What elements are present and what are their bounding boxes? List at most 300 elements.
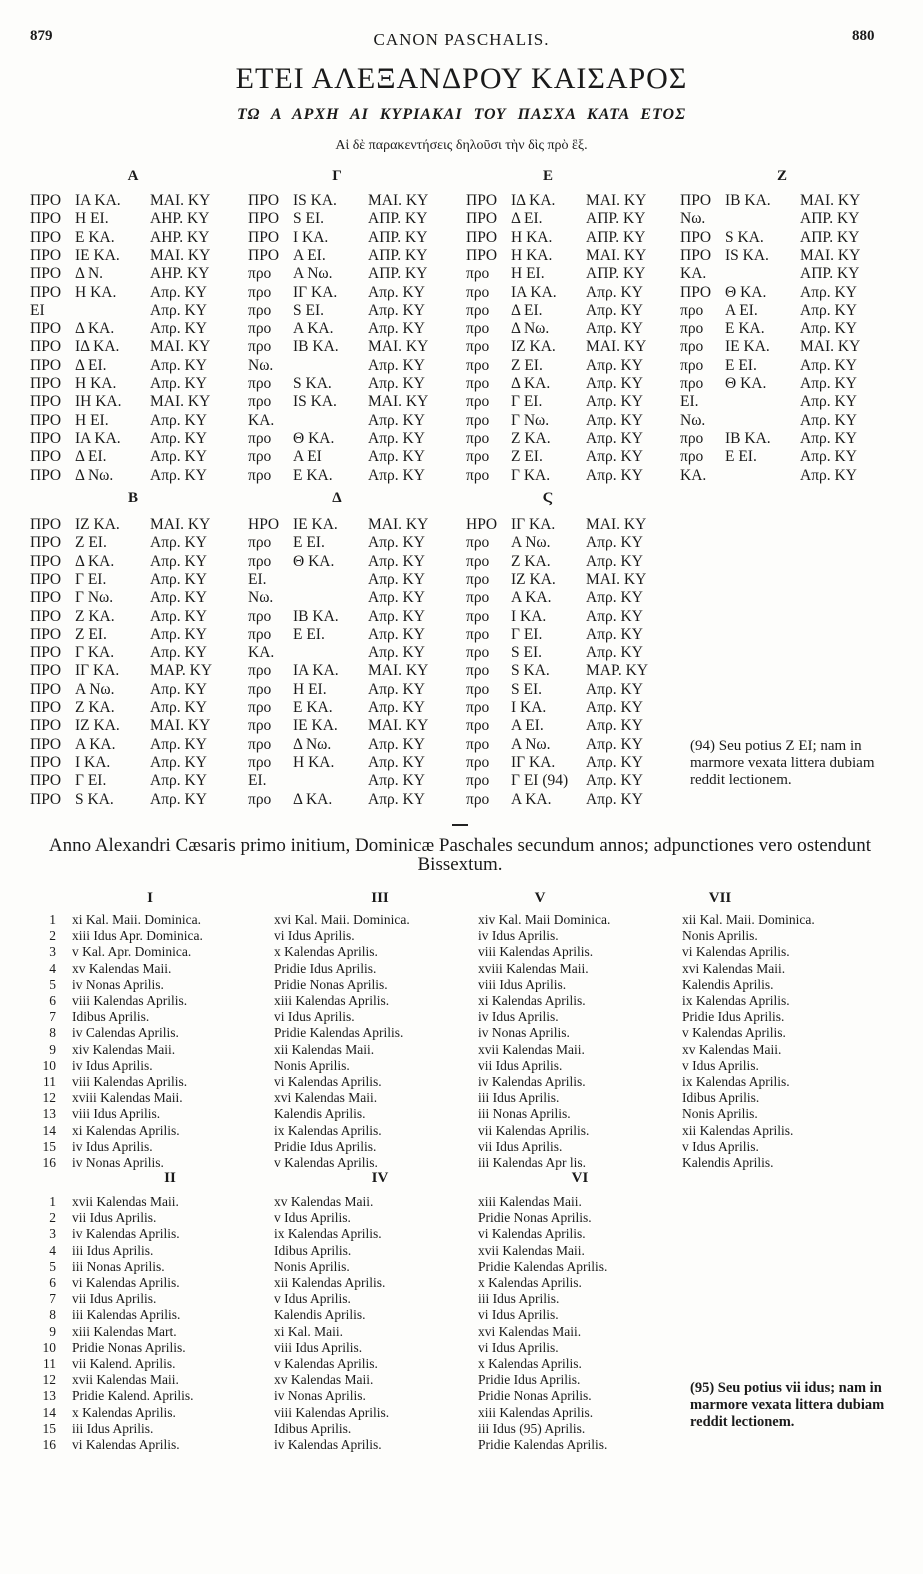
- greek-date: S ΚΑ.: [725, 228, 764, 246]
- greek-prefix: ΠΡΟ: [466, 246, 498, 264]
- greek-date: Ζ ΕΙ.: [511, 448, 543, 466]
- greek-prefix: προ: [248, 429, 272, 447]
- latin-entry: xi Kalendas Aprilis.: [72, 1122, 180, 1138]
- greek-month: Απρ. ΚΥ: [586, 320, 643, 338]
- greek-month: Απρ. ΚΥ: [586, 607, 643, 625]
- greek-prefix: προ: [466, 589, 490, 607]
- latin-row-number: 4: [49, 960, 56, 976]
- greek-column-header: Α: [127, 168, 139, 184]
- greek-date: Ι ΚΑ.: [511, 607, 547, 625]
- latin-entry: Pridie Idus Aprilis.: [274, 960, 377, 976]
- latin-row-number: 5: [49, 1258, 56, 1274]
- greek-month: Απρ. ΚΥ: [150, 753, 207, 771]
- greek-prefix: ΠΡΟ: [30, 717, 62, 735]
- greek-prefix: προ: [680, 375, 704, 392]
- latin-row-number: 7: [49, 1009, 56, 1025]
- greek-prefix: ΕΙ: [30, 301, 45, 319]
- latin-entry: xv Kalendas Maii.: [274, 1194, 374, 1209]
- latin-entry: Pridie Nonas Aprilis.: [478, 1210, 592, 1226]
- greek-title: ΕΤΕΙ ΑΛΕΞΑΝΔΡΟΥ ΚΑΙΣΑΡΟΣ: [235, 62, 688, 95]
- greek-date: Η ΚΑ.: [75, 375, 117, 392]
- latin-entry: Nonis Aprilis.: [682, 928, 758, 944]
- greek-date: ΙΒ ΚΑ.: [725, 192, 771, 209]
- greek-date: ΙΔ ΚΑ.: [75, 338, 120, 356]
- latin-entry: Pridie Idus Aprilis.: [478, 1372, 581, 1388]
- greek-month: Απρ. ΚΥ: [586, 790, 643, 808]
- greek-prefix: ΠΡΟ: [30, 607, 62, 625]
- greek-prefix: ΠΡΟ: [30, 192, 62, 209]
- greek-month: Απρ. ΚΥ: [150, 375, 207, 392]
- greek-date: ΙΗ ΚΑ.: [75, 393, 122, 411]
- greek-date: Ζ ΕΙ.: [75, 534, 107, 552]
- latin-entry: vii Kalend. Aprilis.: [72, 1356, 176, 1371]
- latin-entry: Pridie Kalendas Aprilis.: [478, 1437, 608, 1452]
- greek-month: ΑΗΡ. ΚΥ: [150, 228, 210, 246]
- greek-date: S ΕΙ.: [511, 644, 542, 662]
- greek-prefix: προ: [466, 607, 490, 625]
- greek-date: Δ ΕΙ.: [511, 301, 543, 319]
- greek-prefix: προ: [248, 301, 272, 319]
- latin-entry: xiii Idus Apr. Dominica.: [72, 928, 203, 944]
- greek-date: Θ ΚΑ.: [725, 283, 767, 301]
- greek-prefix: προ: [248, 625, 272, 643]
- latin-entry: iii Idus (95) Aprilis.: [478, 1420, 586, 1436]
- greek-prefix: προ: [466, 680, 490, 698]
- latin-entry: xvi Kalendas Maii.: [682, 960, 786, 976]
- greek-prefix: ΠΡΟ: [30, 429, 62, 447]
- greek-prefix: προ: [248, 680, 272, 698]
- greek-prefix: προ: [466, 735, 490, 753]
- greek-month: Απρ. ΚΥ: [150, 320, 207, 338]
- greek-prefix: προ: [466, 283, 490, 301]
- latin-row-number: 3: [49, 1226, 56, 1242]
- greek-month: Απρ. ΚΥ: [586, 699, 643, 716]
- greek-month: Απρ. ΚΥ: [368, 570, 425, 588]
- latin-entry: vi Kalendas Aprilis.: [72, 1275, 180, 1290]
- latin-entry: vi Idus Aprilis.: [274, 928, 355, 944]
- greek-month: Απρ. ΚΥ: [150, 570, 207, 588]
- greek-month: Απρ. ΚΥ: [368, 466, 425, 484]
- greek-prefix: ΠΡΟ: [30, 753, 62, 771]
- greek-date: Γ ΕΙ (94): [511, 772, 569, 790]
- latin-entry: ix Kalendas Aprilis.: [682, 1074, 790, 1089]
- latin-entry: iii Nonas Aprilis.: [478, 1106, 571, 1122]
- greek-month: ΑΠΡ. ΚΥ: [586, 265, 646, 283]
- latin-entry: vii Idus Aprilis.: [72, 1291, 157, 1307]
- latin-entry: xi Kal. Maii.: [274, 1323, 343, 1339]
- greek-prefix: ΗΡΟ: [466, 516, 498, 533]
- greek-month: Απρ. ΚΥ: [368, 283, 425, 301]
- latin-entry: Nonis Aprilis.: [274, 1057, 350, 1073]
- latin-row-number: 13: [42, 1106, 56, 1122]
- latin-column-header: V: [534, 890, 546, 906]
- latin-entry: viii Idus Aprilis.: [274, 1339, 363, 1355]
- greek-date: Η ΕΙ.: [75, 210, 109, 228]
- greek-month: ΜΑΙ. ΚΥ: [586, 192, 647, 209]
- latin-entry: iv Idus Aprilis.: [72, 1057, 153, 1073]
- latin-entry: iv Idus Aprilis.: [72, 1138, 153, 1154]
- greek-prefix: προ: [248, 265, 272, 283]
- footnote-94: (94) Seu potius Ζ ΕΙ; nam in marmore vexata littera dubiam reddit lectionem.: [690, 738, 875, 788]
- latin-entry: xviii Kalendas Maii.: [478, 960, 589, 976]
- latin-row-number: 2: [49, 928, 56, 944]
- latin-entry: Pridie Kalendas Aprilis.: [478, 1258, 608, 1274]
- greek-prefix: ΠΡΟ: [248, 192, 280, 209]
- greek-date: Ι ΚΑ.: [75, 753, 111, 771]
- greek-date: ΙΑ ΚΑ.: [293, 662, 339, 680]
- latin-entry: xvii Kalendas Maii.: [72, 1372, 179, 1388]
- latin-entry: xii Kalendas Maii.: [274, 1041, 375, 1057]
- greek-date: S ΚΑ.: [511, 662, 550, 680]
- greek-date: Η ΕΙ.: [293, 680, 327, 698]
- latin-row-number: 15: [42, 1420, 56, 1436]
- greek-prefix: προ: [248, 375, 272, 392]
- greek-column-header: Δ: [332, 490, 342, 506]
- greek-prefix: ΠΡΟ: [30, 411, 62, 429]
- greek-prefix: προ: [248, 534, 272, 552]
- greek-prefix: προ: [248, 717, 272, 735]
- greek-month: Απρ. ΚΥ: [150, 411, 207, 429]
- greek-month: Απρ. ΚΥ: [150, 552, 207, 570]
- greek-prefix: προ: [680, 429, 704, 447]
- greek-month: Απρ. ΚΥ: [150, 356, 207, 374]
- greek-date: ΙΑ ΚΑ.: [511, 283, 557, 301]
- greek-month: Απρ. ΚΥ: [586, 735, 643, 753]
- latin-entry: xv Kalendas Maii.: [274, 1372, 374, 1388]
- running-head: CANON PASCHALIS.: [373, 30, 550, 49]
- greek-date: Α Νω.: [293, 265, 333, 283]
- greek-prefix: ΠΡΟ: [30, 662, 62, 680]
- greek-prefix: ΠΡΟ: [30, 338, 62, 356]
- greek-date: S ΚΑ.: [75, 790, 114, 808]
- greek-month: Απρ. ΚΥ: [368, 356, 425, 374]
- greek-column-header: Β: [127, 490, 138, 506]
- greek-month: Απρ. ΚΥ: [586, 772, 643, 790]
- greek-date: ΙS ΚΑ.: [725, 246, 769, 264]
- greek-date: Η ΚΑ.: [293, 753, 335, 771]
- greek-date: ΙΑ ΚΑ.: [75, 429, 121, 447]
- greek-date: Δ Νω.: [511, 320, 550, 338]
- latin-row-number: 2: [49, 1210, 56, 1226]
- greek-prefix: ΠΡΟ: [248, 246, 280, 264]
- latin-row-number: 1: [49, 912, 56, 927]
- greek-prefix: ΚΑ.: [248, 644, 275, 662]
- greek-prefix: ΠΡΟ: [30, 552, 62, 570]
- latin-row-number: 14: [42, 1404, 56, 1420]
- greek-prefix: ΠΡΟ: [30, 393, 62, 411]
- latin-entry: vi Idus Aprilis.: [478, 1339, 559, 1355]
- greek-date: Ζ ΕΙ.: [511, 356, 543, 374]
- greek-date: Δ Ν.: [75, 265, 104, 283]
- latin-row-number: 1: [49, 1194, 56, 1209]
- latin-entry: iv Idus Aprilis.: [478, 928, 559, 944]
- greek-date: Γ Νω.: [511, 411, 550, 429]
- greek-date: Γ ΚΑ.: [511, 466, 551, 484]
- latin-entry: iii Kalendas Apr lis.: [478, 1155, 586, 1170]
- greek-date: ΙΖ ΚΑ.: [75, 717, 120, 735]
- greek-prefix: προ: [680, 320, 704, 338]
- greek-prefix: ΠΡΟ: [30, 283, 62, 301]
- greek-date: ΙΑ ΚΑ.: [75, 192, 121, 209]
- greek-date: ΙΒ ΚΑ.: [293, 607, 339, 625]
- latin-entry: Kalendis Aprilis.: [682, 976, 774, 992]
- greek-date: Α ΕΙ: [293, 448, 322, 466]
- greek-month: ΜΑΙ. ΚΥ: [586, 338, 647, 356]
- greek-date: Α Νω.: [511, 534, 551, 552]
- greek-date: Γ ΕΙ.: [511, 625, 543, 643]
- greek-month: ΑΠΡ. ΚΥ: [586, 210, 646, 228]
- latin-entry: iv Nonas Aprilis.: [72, 1155, 164, 1170]
- latin-entry: viii Idus Aprilis.: [478, 976, 567, 992]
- latin-entry: Idibus Aprilis.: [682, 1090, 760, 1106]
- greek-date: ΙS ΚΑ.: [293, 393, 337, 411]
- greek-prefix: ΕΙ.: [248, 772, 267, 790]
- greek-month: ΜΑΙ. ΚΥ: [586, 570, 647, 588]
- greek-prefix: ΚΑ.: [680, 466, 707, 484]
- greek-month: Απρ. ΚΥ: [800, 448, 857, 466]
- greek-prefix: ΠΡΟ: [30, 375, 62, 392]
- greek-month: Απρ. ΚΥ: [368, 607, 425, 625]
- latin-entry: v Idus Aprilis.: [274, 1210, 351, 1226]
- greek-date: Ι ΚΑ.: [511, 699, 547, 716]
- greek-date: Η ΕΙ.: [75, 411, 109, 429]
- latin-entry: Pridie Idus Aprilis.: [274, 1138, 377, 1154]
- greek-month: Απρ. ΚΥ: [368, 320, 425, 338]
- latin-row-number: 12: [42, 1372, 56, 1388]
- greek-date: Α ΕΙ.: [293, 246, 326, 264]
- latin-entry: Pridie Nonas Aprilis.: [478, 1388, 592, 1404]
- greek-month: Απρ. ΚΥ: [586, 589, 643, 607]
- greek-month: ΜΑΙ. ΚΥ: [368, 516, 429, 533]
- latin-entry: vi Kalendas Aprilis.: [72, 1437, 180, 1452]
- greek-prefix: ΠΡΟ: [30, 625, 62, 643]
- greek-month: ΜΑΙ. ΚΥ: [150, 516, 211, 533]
- greek-prefix: ΠΡΟ: [30, 570, 62, 588]
- latin-row-number: 10: [42, 1339, 56, 1355]
- greek-prefix: προ: [466, 790, 490, 808]
- greek-date: Α Νω.: [511, 735, 551, 753]
- latin-entry: x Kalendas Aprilis.: [72, 1404, 176, 1420]
- greek-prefix: προ: [248, 699, 272, 716]
- greek-date: ΙΔ ΚΑ.: [511, 192, 556, 209]
- greek-date: Α ΕΙ.: [511, 717, 544, 735]
- greek-date: Δ ΕΙ.: [75, 448, 107, 466]
- greek-month: Απρ. ΚΥ: [800, 393, 857, 411]
- greek-date: Η ΕΙ.: [511, 265, 545, 283]
- greek-month: ΜΑΡ. ΚΥ: [586, 662, 649, 680]
- greek-prefix: ΠΡΟ: [30, 210, 62, 228]
- latin-row-number: 10: [42, 1057, 56, 1073]
- latin-entry: viii Idus Aprilis.: [72, 1106, 161, 1122]
- greek-date: Η ΚΑ.: [511, 228, 553, 246]
- footnote-95: (95) Seu potius vii idus; nam in marmore vexata littera dubiam reddit lectionem.: [690, 1380, 885, 1430]
- latin-entry: vi Idus Aprilis.: [274, 1009, 355, 1025]
- greek-prefix: Νω.: [680, 210, 706, 228]
- greek-prefix: Νω.: [248, 589, 274, 607]
- latin-entry: iv Nonas Aprilis.: [72, 976, 164, 992]
- greek-column-header: Ε: [542, 168, 553, 184]
- latin-entry: iii Idus Aprilis.: [72, 1242, 154, 1258]
- greek-prefix: ΕΙ.: [248, 570, 267, 588]
- greek-month: Απρ. ΚΥ: [368, 753, 425, 771]
- greek-month: Απρ. ΚΥ: [368, 589, 425, 607]
- latin-entry: Pridie Kalend. Aprilis.: [72, 1388, 194, 1404]
- greek-date: ΙΓ ΚΑ.: [511, 516, 556, 533]
- latin-row-number: 16: [42, 1155, 56, 1170]
- greek-month: Απρ. ΚΥ: [800, 283, 857, 301]
- greek-date: S ΚΑ.: [293, 375, 332, 392]
- greek-month: ΜΑΙ. ΚΥ: [368, 393, 429, 411]
- latin-entry: xii Kalendas Aprilis.: [274, 1275, 386, 1290]
- greek-month: ΜΑΙ. ΚΥ: [150, 393, 211, 411]
- greek-prefix: προ: [466, 301, 490, 319]
- greek-month: ΜΑΙ. ΚΥ: [800, 192, 861, 209]
- greek-prefix: προ: [248, 466, 272, 484]
- greek-prefix: προ: [248, 753, 272, 771]
- greek-date: Δ ΚΑ.: [511, 375, 551, 392]
- greek-month: Απρ. ΚΥ: [800, 301, 857, 319]
- greek-month: ΜΑΙ. ΚΥ: [150, 192, 211, 209]
- latin-row-number: 9: [49, 1041, 56, 1057]
- greek-month: Απρ. ΚΥ: [586, 411, 643, 429]
- greek-date: Α ΚΑ.: [293, 320, 334, 338]
- greek-month: ΑΠΡ. ΚΥ: [368, 228, 428, 246]
- greek-month: Απρ. ΚΥ: [586, 301, 643, 319]
- greek-month: Απρ. ΚΥ: [586, 625, 643, 643]
- greek-month: Απρ. ΚΥ: [368, 772, 425, 790]
- greek-date: Δ ΕΙ.: [511, 210, 543, 228]
- latin-entry: iii Idus Aprilis.: [478, 1090, 560, 1106]
- latin-column-header: III: [371, 890, 389, 906]
- greek-month: ΜΑΡ. ΚΥ: [150, 662, 213, 680]
- greek-month: ΑΠΡ. ΚΥ: [800, 228, 860, 246]
- greek-month: Απρ. ΚΥ: [586, 753, 643, 771]
- greek-date: Η ΚΑ.: [75, 283, 117, 301]
- latin-row-number: 5: [49, 976, 56, 992]
- greek-prefix: ΠΡΟ: [466, 210, 498, 228]
- greek-prefix: ΠΡΟ: [30, 680, 62, 698]
- greek-date: Ζ ΚΑ.: [75, 699, 115, 716]
- greek-month: Απρ. ΚΥ: [368, 375, 425, 392]
- greek-prefix: προ: [248, 283, 272, 301]
- greek-month: Απρ. ΚΥ: [368, 301, 425, 319]
- greek-month: Απρ. ΚΥ: [150, 790, 207, 808]
- greek-prefix: προ: [466, 644, 490, 662]
- latin-entry: viii Kalendas Aprilis.: [72, 1074, 188, 1089]
- greek-prefix: ΠΡΟ: [680, 228, 712, 246]
- latin-entry: Idibus Aprilis.: [274, 1420, 352, 1436]
- greek-month: ΑΠΡ. ΚΥ: [368, 265, 428, 283]
- latin-entry: viii Kalendas Aprilis.: [274, 1404, 390, 1420]
- latin-entry: iii Idus Aprilis.: [478, 1291, 560, 1307]
- latin-entry: xiii Kalendas Mart.: [72, 1323, 177, 1339]
- greek-date: ΙΖ ΚΑ.: [75, 516, 120, 533]
- greek-prefix: ΠΡΟ: [30, 320, 62, 338]
- greek-date: Ε ΚΑ.: [293, 699, 333, 716]
- latin-entry: ix Kalendas Aprilis.: [274, 1122, 382, 1138]
- latin-row-number: 11: [43, 1356, 56, 1371]
- latin-entry: vi Idus Aprilis.: [478, 1307, 559, 1323]
- greek-prefix: προ: [466, 534, 490, 552]
- latin-entry: iv Kalendas Aprilis.: [478, 1074, 586, 1089]
- greek-month: ΑΠΡ. ΚΥ: [586, 228, 646, 246]
- greek-prefix: προ: [680, 301, 704, 319]
- greek-date: ΙΕ ΚΑ.: [75, 246, 120, 264]
- latin-entry: xiii Kalendas Aprilis.: [274, 993, 390, 1008]
- greek-month: ΑΠΡ. ΚΥ: [800, 210, 860, 228]
- latin-entry: xv Kalendas Maii.: [72, 960, 172, 976]
- greek-date: Α Νω.: [75, 680, 115, 698]
- latin-entry: xiv Kal. Maii Dominica.: [478, 912, 611, 927]
- greek-month: Απρ. ΚΥ: [586, 283, 643, 301]
- greek-prefix: Νω.: [248, 356, 274, 374]
- greek-prefix: προ: [248, 735, 272, 753]
- greek-date: Δ Νω.: [75, 466, 114, 484]
- page-number-right: 880: [852, 28, 875, 44]
- latin-entry: v Idus Aprilis.: [682, 1138, 759, 1154]
- greek-prefix: προ: [248, 393, 272, 411]
- greek-prefix: προ: [466, 338, 490, 356]
- latin-entry: vi Kalendas Aprilis.: [682, 944, 790, 960]
- latin-column-header: II: [164, 1170, 176, 1186]
- greek-date: Ε ΕΙ.: [293, 625, 325, 643]
- greek-month: Απρ. ΚΥ: [586, 717, 643, 735]
- latin-entry: iii Nonas Aprilis.: [72, 1258, 165, 1274]
- greek-prefix: ΚΑ.: [248, 411, 275, 429]
- greek-prefix: προ: [248, 607, 272, 625]
- greek-prefix: προ: [248, 552, 272, 570]
- greek-month: Απρ. ΚΥ: [368, 699, 425, 716]
- greek-column-header: Ζ: [776, 168, 787, 184]
- greek-month: Απρ. ΚΥ: [800, 411, 857, 429]
- greek-date: ΙΕ ΚΑ.: [725, 338, 770, 356]
- latin-entry: iv Idus Aprilis.: [478, 1009, 559, 1025]
- greek-month: Απρ. ΚΥ: [800, 320, 857, 338]
- greek-prefix: προ: [466, 466, 490, 484]
- latin-entry: iv Nonas Aprilis.: [274, 1388, 366, 1404]
- latin-entry: xiv Kalendas Maii.: [72, 1041, 176, 1057]
- greek-date: ΙΓ ΚΑ.: [511, 753, 556, 771]
- greek-date: S ΕΙ.: [293, 210, 324, 228]
- latin-entry: xiii Kalendas Maii.: [478, 1194, 582, 1209]
- greek-month: Απρ. ΚΥ: [368, 680, 425, 698]
- greek-prefix: προ: [680, 338, 704, 356]
- greek-month: ΜΑΙ. ΚΥ: [150, 246, 211, 264]
- greek-month: ΜΑΙ. ΚΥ: [368, 338, 429, 356]
- greek-date: Ε ΚΑ.: [75, 228, 115, 246]
- greek-date: Γ ΕΙ.: [75, 772, 107, 790]
- greek-prefix: ΠΡΟ: [466, 228, 498, 246]
- latin-row-number: 15: [42, 1138, 56, 1154]
- greek-month: Απρ. ΚΥ: [150, 772, 207, 790]
- greek-prefix: προ: [466, 393, 490, 411]
- latin-entry: iii Kalendas Aprilis.: [72, 1307, 181, 1323]
- greek-month: Απρ. ΚΥ: [150, 283, 207, 301]
- latin-entry: v Kalendas Aprilis.: [274, 1356, 378, 1371]
- greek-date: Ε ΕΙ.: [293, 534, 325, 552]
- greek-month: ΑΠΡ. ΚΥ: [368, 210, 428, 228]
- greek-month: Απρ. ΚΥ: [368, 790, 425, 808]
- greek-date: ΙΒ ΚΑ.: [725, 429, 771, 447]
- greek-prefix: ΠΡΟ: [680, 283, 712, 301]
- greek-month: Απρ. ΚΥ: [150, 735, 207, 753]
- latin-heading: Anno Alexandri Cæsaris primo initium, Dominicæ Paschales secundum annos; adpunctiones vero ostendunt Bissextum.: [48, 835, 872, 875]
- latin-entry: Kalendis Aprilis.: [274, 1106, 366, 1122]
- greek-month: Απρ. ΚΥ: [150, 448, 207, 466]
- greek-date: ΙΖ ΚΑ.: [511, 570, 556, 588]
- latin-entry: xvi Kal. Maii. Dominica.: [274, 912, 410, 927]
- latin-entry: v Kalendas Aprilis.: [274, 1155, 378, 1170]
